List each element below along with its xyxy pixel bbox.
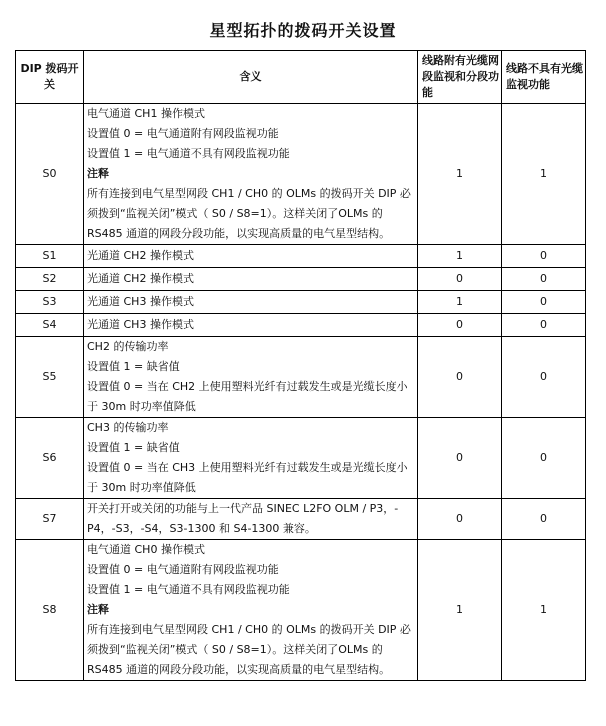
meaning-line: 光通道 CH2 操作模式: [87, 272, 194, 285]
switch-meaning: [84, 499, 418, 540]
table-row: [16, 268, 586, 291]
with-monitor-value: 1: [418, 245, 502, 268]
switch-id: S4: [16, 314, 84, 337]
switch-id: S2: [16, 268, 84, 291]
with-monitor-value: 0: [418, 337, 502, 418]
table-row: [16, 337, 586, 418]
table-row: [16, 314, 586, 337]
switch-meaning: [84, 314, 418, 337]
meaning-line: 电气通道 CH1 操作模式: [87, 107, 205, 120]
meaning-line: 电气通道 CH0 操作模式: [87, 543, 205, 556]
switch-meaning: [84, 337, 418, 418]
page-title: 星型拓扑的拨码开关设置: [209, 21, 397, 40]
switch-id: S5: [16, 337, 84, 418]
switch-meaning: [84, 268, 418, 291]
with-monitor-value: 1: [418, 540, 502, 681]
switch-id: S8: [16, 540, 84, 681]
note-label: 注释: [87, 603, 109, 616]
without-monitor-value: 1: [502, 104, 586, 245]
switch-id: S0: [16, 104, 84, 245]
switch-meaning: [84, 245, 418, 268]
switch-meaning: [84, 104, 418, 245]
meaning-line: 设置值 0 = 电气通道附有网段监视功能: [87, 563, 279, 576]
with-monitor-value: 0: [418, 499, 502, 540]
dip-switch-table: [15, 50, 586, 681]
table-row: [16, 540, 586, 681]
table-row: [16, 499, 586, 540]
with-monitor-value: 0: [418, 268, 502, 291]
meaning-line: CH3 的传输功率: [87, 421, 169, 434]
table-row: [16, 291, 586, 314]
without-monitor-value: 0: [502, 245, 586, 268]
meaning-line: 光通道 CH3 操作模式: [87, 295, 194, 308]
meaning-paragraph: 设置值 0 = 当在 CH3 上使用塑料光纤有过载发生或是光缆长度小于 30m 时功率值降低: [87, 461, 408, 494]
meaning-paragraph: 所有连接到电气星型网段 CH1 / CH0 的 OLMs 的拨码开关 DIP 必须拨到“监视关闭”模式（ S0 / S8=1）。这样关闭了OLMs 的 RS485 通道的网段分段功能，以实现高质量的电气星型结构。: [87, 623, 411, 676]
switch-meaning: [84, 291, 418, 314]
without-monitor-value: 0: [502, 291, 586, 314]
header-with-monitor: 线路附有光缆网段监视和分段功能: [418, 51, 502, 104]
meaning-line: 设置值 1 = 电气通道不具有网段监视功能: [87, 147, 290, 160]
without-monitor-value: 1: [502, 540, 586, 681]
meaning-line: 设置值 1 = 缺省值: [87, 441, 180, 454]
header-meaning: 含义: [84, 51, 418, 104]
switch-id: S6: [16, 418, 84, 499]
switch-id: S7: [16, 499, 84, 540]
switch-id: S1: [16, 245, 84, 268]
header-switch: DIP 拨码开关: [16, 51, 84, 104]
meaning-line: 光通道 CH3 操作模式: [87, 318, 194, 331]
switch-id: S3: [16, 291, 84, 314]
table-header-row: [16, 51, 586, 104]
meaning-line: CH2 的传输功率: [87, 340, 169, 353]
with-monitor-value: 1: [418, 104, 502, 245]
meaning-paragraph: 所有连接到电气星型网段 CH1 / CH0 的 OLMs 的拨码开关 DIP 必须拨到“监视关闭”模式（ S0 / S8=1）。这样关闭了OLMs 的 RS485 通道的网段分段功能，以实现高质量的电气星型结构。: [87, 187, 411, 240]
meaning-line: 光通道 CH2 操作模式: [87, 249, 194, 262]
without-monitor-value: 0: [502, 499, 586, 540]
without-monitor-value: 0: [502, 314, 586, 337]
with-monitor-value: 0: [418, 418, 502, 499]
meaning-line: 设置值 0 = 电气通道附有网段监视功能: [87, 127, 279, 140]
table-row: [16, 418, 586, 499]
table-row: [16, 104, 586, 245]
switch-meaning: [84, 540, 418, 681]
with-monitor-value: 1: [418, 291, 502, 314]
without-monitor-value: 0: [502, 418, 586, 499]
meaning-paragraph: 设置值 0 = 当在 CH2 上使用塑料光纤有过载发生或是光缆长度小于 30m 时功率值降低: [87, 380, 408, 413]
meaning-line: 设置值 1 = 缺省值: [87, 360, 180, 373]
meaning-paragraph: 开关打开或关闭的功能与上一代产品 SINEC L2FO OLM / P3，-P4，-S3，-S4，S3-1300 和 S4-1300 兼容。: [87, 502, 399, 535]
header-without-monitor: 线路不具有光缆监视功能: [502, 51, 586, 104]
meaning-line: 设置值 1 = 电气通道不具有网段监视功能: [87, 583, 290, 596]
without-monitor-value: 0: [502, 268, 586, 291]
note-label: 注释: [87, 167, 109, 180]
switch-meaning: [84, 418, 418, 499]
table-row: [16, 245, 586, 268]
with-monitor-value: 0: [418, 314, 502, 337]
without-monitor-value: 0: [502, 337, 586, 418]
